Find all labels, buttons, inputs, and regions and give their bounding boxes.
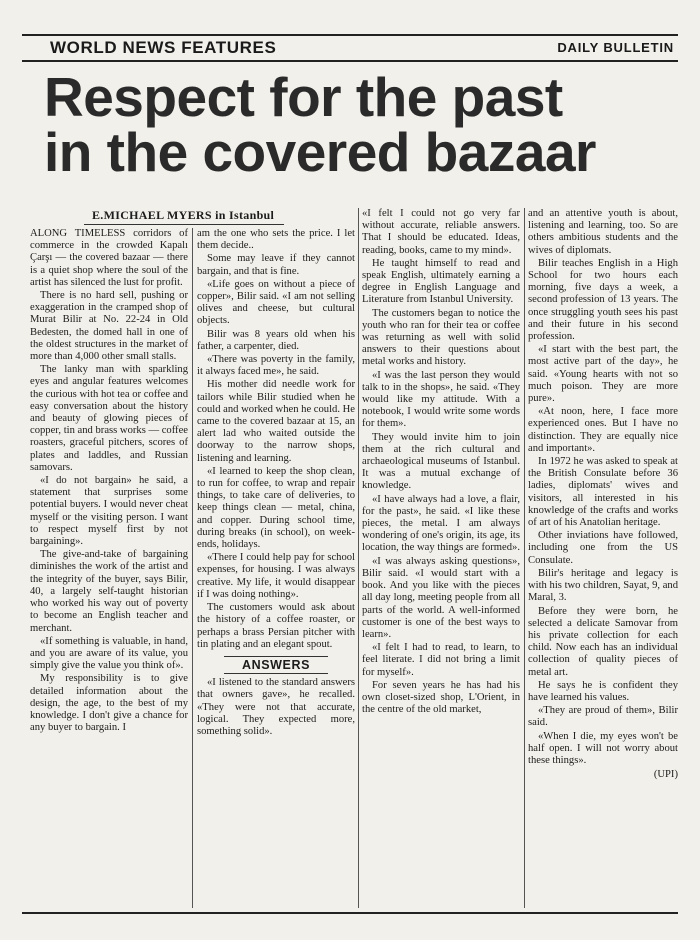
- paragraph: «Life goes on without a piece of copper», Bilir said. «I am not selling olives and cheese, but cultural objects.: [197, 278, 355, 327]
- byline: E.MICHAEL MYERS in Istanbul: [92, 208, 275, 222]
- paragraph: «There I could help pay for school expenses, for housing. I was always creative. My life, it would disappear if I was doing nothing».: [197, 552, 355, 600]
- paragraph: For seven years he has had his own closet-sized shop, L'Orient, in the centre of the old market,: [362, 679, 520, 716]
- paragraph: The give-and-take of bargaining diminishes the work of the artist and the integrity of the buyer, says Bilir, 40, a largely self-taught historian who worked his way out of poverty to become an English teacher and merchant.: [30, 549, 188, 634]
- paragraph: Some may leave if they cannot bargain, and that is fine.: [197, 253, 355, 277]
- section-header: [22, 37, 678, 61]
- bottom-rule: [22, 912, 678, 914]
- paragraph: «I learned to keep the shop clean, to run for coffee, to wrap and repair things, to take care of deliveries, to keep things clean — metal, china, and copper. During school time, during breaks (in school), on week-ends, holidays.: [197, 465, 355, 551]
- subheading-text: ANSWERS: [224, 656, 328, 674]
- headline: [44, 66, 664, 183]
- column-1: [30, 228, 188, 735]
- column-divider: [358, 208, 359, 908]
- paragraph: «I was always asking questions», Bilir said. «I would start with a book. And you like with the pieces all day long, meeting people from all parts of the world. A well-informed customer is one of the best ways to learn».: [362, 555, 520, 640]
- paragraph: «I listened to the standard answers that owners gave», he recalled. «They were not that accurate, logical. They expected more, something solid».: [197, 677, 355, 737]
- paragraph: They would invite him to join them at the rich cultural and archaeological museums of Istanbul. It was a mutual exchange of knowledge.: [362, 431, 520, 492]
- paragraph: Before they were born, he selected a delicate Samovar from his private collection for each child. Now each has an individual collection of quality pieces of metal art.: [528, 605, 678, 678]
- paragraph: and an attentive youth is about, listening and learning, too. So are others ambitious students and the wives of diplomats.: [528, 208, 678, 256]
- paper-name: DAILY BULLETIN: [557, 40, 674, 55]
- subheading: [197, 659, 355, 671]
- paragraph: He says he is confident they have learned his values.: [528, 679, 678, 703]
- paragraph: «I have always had a love, a flair, for the past», he said. «I like these pieces, the metal. I am always wondering of one's origin, its age, its location, the way things are formed».: [362, 493, 520, 554]
- wire-credit: (UPI): [653, 769, 678, 781]
- headline-line-1: Respect for the past: [44, 66, 563, 128]
- paragraph: His mother did needle work for tailors while Bilir studied when he could and worked when he could. He came to the covered bazaar at 15, an alert lad who waited outside the doorway to the narrow shops, listening and learning.: [197, 379, 355, 464]
- paragraph: In 1972 he was asked to speak at the British Consulate before 36 ladies, diplomats' wives and visitors, all interested in his knowledge of the crafts and works of art of his Anatolian heritage.: [528, 456, 678, 529]
- paragraph: «I start with the best part, the most active part of the day», he said. «Young hearts with not so much poison. They are more pure».: [528, 344, 678, 405]
- paragraph: am the one who sets the price. I let them decide..: [197, 228, 355, 252]
- header-rule: [22, 60, 678, 62]
- paragraph: «I was the last person they would talk to in the shops», he said. «They would like my attitude. With a notebook, I would write some words for them».: [362, 369, 520, 430]
- paragraph: «I do not bargain» he said, a statement that surprises some potential buyers. I would never cheat myself or the visiting person. I want to respect myself first by not bargaining».: [30, 475, 188, 548]
- column-3: [362, 208, 520, 717]
- paragraph: He taught himself to read and speak English, ultimately earning a degree in English Language and Literature from Istanbul University.: [362, 257, 520, 306]
- headline-line-2: in the covered bazaar: [44, 121, 596, 183]
- paragraph: Other inviations have followed, including one from the US Consulate.: [528, 530, 678, 566]
- column-4: [528, 208, 678, 781]
- column-divider: [524, 208, 525, 908]
- paragraph: Bilir's heritage and legacy is with his two children, Sayat, 9, and Maral, 3.: [528, 567, 678, 604]
- paragraph: The customers would ask about the history of a coffee roaster, or perhaps a brass Persian pitcher with tin plating and an elegant spout.: [197, 602, 355, 650]
- section-title: WORLD NEWS FEATURES: [50, 38, 277, 57]
- paragraph: Bilir was 8 years old when his father, a carpenter, died.: [197, 328, 355, 352]
- paragraph: «They are proud of them», Bilir said.: [528, 705, 678, 729]
- paragraph: My responsibility is to give detailed information about the design, the age, to the best of my knowledge. I don't give a chance for any buyer to bargain. I: [30, 673, 188, 734]
- paragraph: «At noon, here, I face more experienced ones. But I have no distinction. They are equally nice and important».: [528, 406, 678, 454]
- paragraph: The customers began to notice the youth who ran for their tea or coffee was returning as well with solid answers to their questions about metal works and history.: [362, 307, 520, 368]
- column-divider: [192, 228, 193, 908]
- paragraph: «I felt I could not go very far without accurate, reliable answers. That I should be educated. Ideas, reading, books, came to my mind».: [362, 208, 520, 256]
- column-2: [197, 228, 355, 739]
- paragraph: Bilir teaches English in a High School for two hours each morning, five days a week, a second profession of 13 years. The once struggling youth sees his past and their future in his second profession.: [528, 257, 678, 343]
- byline-rule: [84, 224, 284, 225]
- paragraph: There is no hard sell, pushing or exaggeration in the cramped shop of Murat Bilir at No. 22-24 in Old Bedesten, the domed hall in one of the oldest structures in the market of more than 4,000 other small stalls.: [30, 290, 188, 363]
- paragraph: «There was poverty in the family, it always faced me», he said.: [197, 354, 355, 378]
- paragraph: The lanky man with sparkling eyes and angular features welcomes the curious with hot tea or coffee and easy conversation about the history and beauty of glowing pieces of copper, tin and brass works — coffee roasters, graceful pitchers, scores of plates and laddles, and Russian samovars.: [30, 364, 188, 473]
- paragraph: «I felt I had to read, to learn, to feel literate. I did not bring a limit for myself».: [362, 642, 520, 678]
- top-rule: [22, 34, 678, 36]
- paragraph: «If something is valuable, in hand, and you are aware of its value, you simply give the value you think of».: [30, 635, 188, 672]
- paragraph: «When I die, my eyes won't be half open. I will not worry about these things».: [528, 730, 678, 766]
- paragraph: ALONG TIMELESS corridors of commerce in the crowded Kapalı Çarşı — the covered bazaar — there is a quiet shop where the soul of the artist has silenced the lust for profit.: [30, 228, 188, 288]
